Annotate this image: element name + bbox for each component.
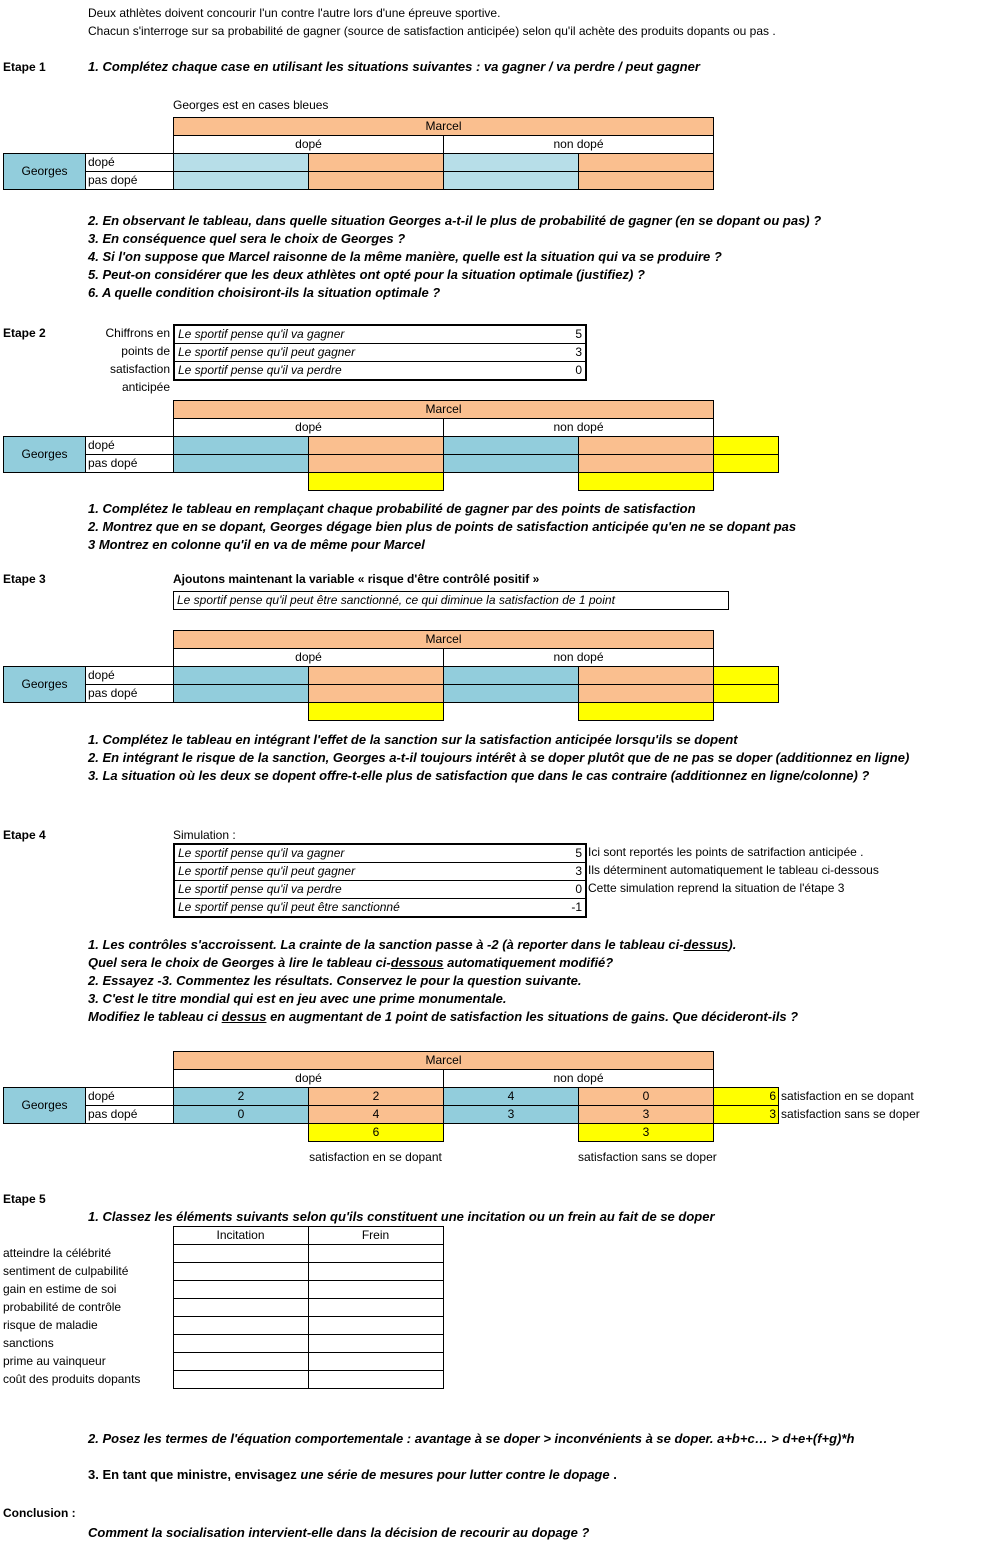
question-text: ). <box>728 937 737 952</box>
etape4-sim-box <box>173 843 587 918</box>
row-total-cell[interactable] <box>714 685 779 703</box>
marcel-dope-header: dopé <box>174 419 444 437</box>
etape5-table <box>3 1226 444 1389</box>
column-total-cell[interactable] <box>309 703 444 721</box>
etape5-question-1: 1. Classez les éléments suivants selon qu'ils constituent une incitation ou un frein au fait de se doper <box>88 1209 715 1224</box>
question-text: Quel sera le choix de Georges à lire le tableau ci- <box>88 955 391 970</box>
item-label: gain en estime de soi <box>3 1282 117 1296</box>
answer-cell[interactable] <box>174 437 309 455</box>
etape5-title: Etape 5 <box>3 1192 46 1206</box>
answer-cell[interactable] <box>173 1371 308 1389</box>
answer-cell[interactable] <box>579 667 714 685</box>
etape4-question-1b <box>88 954 613 972</box>
etape2-points-box <box>173 324 587 381</box>
etape4-sim-note-3: Cette simulation reprend la situation de l'étape 3 <box>588 881 845 895</box>
answer-cell[interactable] <box>174 685 309 703</box>
row-total-cell[interactable] <box>714 455 779 473</box>
etape4-question-1a <box>88 936 736 954</box>
etape3-title: Etape 3 <box>3 572 46 586</box>
etape2-note-line4: anticipée <box>121 380 170 394</box>
answer-cell[interactable] <box>308 1299 443 1317</box>
georges-dope-label: dopé <box>86 437 174 455</box>
spacer-cell <box>714 631 779 649</box>
etape2-question-3: 3 Montrez en colonne qu'il en va de même pour Marcel <box>88 537 425 552</box>
column-total-cell: 6 <box>309 1124 444 1142</box>
row-total-cell: 3 <box>714 1106 779 1124</box>
row-total-cell: 6 <box>714 1088 779 1106</box>
spacer-cell <box>4 1070 174 1088</box>
etape4-sim-title: Simulation : <box>173 828 236 842</box>
item-label: atteindre la célébrité <box>3 1246 112 1260</box>
etape5-question-3 <box>88 1466 617 1484</box>
etape4-question-4 <box>88 1008 798 1026</box>
spacer-cell <box>714 703 779 721</box>
answer-cell[interactable] <box>308 1245 443 1263</box>
spacer-cell <box>714 419 779 437</box>
etape4-question-2: 2. Essayez -3. Commentez les résultats. Conservez le pour la question suivante. <box>88 973 582 988</box>
spacer-cell <box>714 401 779 419</box>
points-item-value[interactable]: 5 <box>556 844 586 863</box>
answer-cell[interactable] <box>444 455 579 473</box>
item-label: sanctions <box>3 1336 54 1350</box>
answer-cell[interactable] <box>173 1299 308 1317</box>
etape3-question-1: 1. Complétez le tableau en intégrant l'effet de la sanction sur la satisfaction anticipée lorsqu'ils se dopent <box>88 732 738 747</box>
points-item-label: Le sportif pense qu'il va perdre <box>174 881 556 899</box>
column-total-cell[interactable] <box>579 473 714 491</box>
incitation-header: Incitation <box>173 1227 308 1245</box>
answer-cell[interactable] <box>444 667 579 685</box>
spacer-cell <box>4 118 174 136</box>
etape2-note-line2: points de <box>121 344 170 358</box>
spacer-cell <box>714 1070 779 1088</box>
answer-cell[interactable] <box>174 667 309 685</box>
spacer-cell <box>174 1124 309 1142</box>
marcel-dope-header: dopé <box>174 136 444 154</box>
answer-cell[interactable] <box>309 455 444 473</box>
answer-cell[interactable] <box>579 685 714 703</box>
answer-cell[interactable] <box>308 1371 443 1389</box>
etape5-question-2: 2. Posez les termes de l'équation comportementale : avantage à se doper > inconvénients à se doper. a+b+c… > d+e+(f+g)*h <box>88 1431 855 1446</box>
spacer-cell <box>444 1124 579 1142</box>
question-text-underlined: dessus <box>683 937 729 952</box>
etape3-question-2: 2. En intégrant le risque de la sanction, Georges a-t-il toujours intérêt à se doper plutôt que de ne pas se doper (additionnez en ligne) <box>88 750 910 765</box>
etape2-title: Etape 2 <box>3 326 46 340</box>
answer-cell[interactable] <box>174 172 309 190</box>
etape2-table <box>3 400 779 491</box>
spacer-cell <box>4 703 174 721</box>
row-total-cell[interactable] <box>714 667 779 685</box>
answer-cell[interactable] <box>309 685 444 703</box>
etape2-note-line3: satisfaction <box>109 362 170 376</box>
points-item-value[interactable]: 3 <box>556 344 586 362</box>
intro-line-1: Deux athlètes doivent concourir l'un contre l'autre lors d'une épreuve sportive. <box>88 6 501 20</box>
answer-cell[interactable] <box>579 437 714 455</box>
points-item-label: Le sportif pense qu'il peut être sanctionné <box>174 899 556 918</box>
marcel-dope-header: dopé <box>174 649 444 667</box>
row-total-cell[interactable] <box>714 437 779 455</box>
georges-header: Georges <box>4 154 86 190</box>
spacer-cell <box>4 401 174 419</box>
answer-cell[interactable] <box>308 1317 443 1335</box>
georges-header: Georges <box>4 437 86 473</box>
answer-cell[interactable] <box>173 1245 308 1263</box>
answer-cell[interactable] <box>309 154 444 172</box>
etape1-question-1: 1. Complétez chaque case en utilisant les situations suivantes : va gagner / va perdre / peut gagner <box>88 59 700 74</box>
answer-cell[interactable] <box>173 1317 308 1335</box>
answer-cell[interactable] <box>174 455 309 473</box>
question-text: en augmentant de 1 point de satisfaction les situations de gains. Que décideront-ils ? <box>266 1009 799 1024</box>
etape4-col-total-label-1: satisfaction en se dopant <box>309 1150 442 1164</box>
spacer-cell <box>444 473 579 491</box>
georges-dope-label: dopé <box>86 667 174 685</box>
conclusion-question: Comment la socialisation intervient-elle dans la décision de recourir au dopage ? <box>88 1525 590 1540</box>
etape2-question-1: 1. Complétez le tableau en remplaçant chaque probabilité de gagner par des points de satisfaction <box>88 501 696 516</box>
answer-cell[interactable] <box>309 172 444 190</box>
marcel-header: Marcel <box>174 118 714 136</box>
points-item-value[interactable]: 3 <box>556 863 586 881</box>
payoff-cell: 3 <box>579 1106 714 1124</box>
intro-line-2: Chacun s'interroge sur sa probabilité de gagner (source de satisfaction anticipée) selon qu'il achète des produits dopants ou pas . <box>88 24 776 38</box>
answer-cell[interactable] <box>444 154 579 172</box>
points-item-label: Le sportif pense qu'il va gagner <box>174 844 556 863</box>
spacer-cell <box>4 473 174 491</box>
etape4-table <box>3 1051 779 1142</box>
column-total-cell[interactable] <box>579 703 714 721</box>
etape1-question-5: 5. Peut-on considérer que les deux athlètes ont opté pour la situation optimale (justifiez) ? <box>88 267 645 282</box>
answer-cell[interactable] <box>309 437 444 455</box>
spacer-cell <box>714 473 779 491</box>
spacer-cell <box>174 703 309 721</box>
etape1-question-4: 4. Si l'on suppose que Marcel raisonne de la même manière, quelle est la situation qui va se produire ? <box>88 249 722 264</box>
answer-cell[interactable] <box>308 1281 443 1299</box>
payoff-cell: 4 <box>444 1088 579 1106</box>
points-item-value[interactable]: 0 <box>556 881 586 899</box>
etape4-row-total-label-2: satisfaction sans se doper <box>781 1107 920 1121</box>
answer-cell[interactable] <box>444 685 579 703</box>
conclusion-title: Conclusion : <box>3 1506 76 1520</box>
answer-cell[interactable] <box>579 172 714 190</box>
answer-cell[interactable] <box>444 437 579 455</box>
frein-header: Frein <box>308 1227 443 1245</box>
answer-cell[interactable] <box>444 172 579 190</box>
spacer-cell <box>4 649 174 667</box>
marcel-nondope-header: non dopé <box>444 1070 714 1088</box>
answer-cell[interactable] <box>579 455 714 473</box>
question-text: . <box>613 1467 617 1482</box>
georges-pasdope-label: pas dopé <box>86 685 174 703</box>
etape4-question-3: 3. C'est le titre mondial qui est en jeu avec une prime monumentale. <box>88 991 507 1006</box>
question-text: automatiquement modifié? <box>443 955 614 970</box>
etape1-question-6: 6. A quelle condition choisiront-ils la situation optimale ? <box>88 285 441 300</box>
answer-cell[interactable] <box>173 1335 308 1353</box>
etape4-title: Etape 4 <box>3 828 46 842</box>
item-label: coût des produits dopants <box>3 1372 141 1386</box>
points-item-value[interactable]: 0 <box>556 362 586 381</box>
georges-dope-label: dopé <box>86 154 174 172</box>
question-text: 3. En tant que ministre, envisagez <box>88 1467 301 1482</box>
answer-cell[interactable] <box>173 1353 308 1371</box>
payoff-cell: 2 <box>174 1088 309 1106</box>
answer-cell[interactable] <box>173 1263 308 1281</box>
georges-header: Georges <box>4 1088 86 1124</box>
etape1-note: Georges est en cases bleues <box>173 98 329 112</box>
etape3-heading: Ajoutons maintenant la variable « risque d'être contrôlé positif » <box>173 572 540 586</box>
marcel-header: Marcel <box>174 401 714 419</box>
georges-pasdope-label: pas dopé <box>86 455 174 473</box>
answer-cell[interactable] <box>173 1281 308 1299</box>
answer-cell[interactable] <box>308 1353 443 1371</box>
question-text-underlined: dessus <box>221 1009 267 1024</box>
spacer-cell <box>714 1124 779 1142</box>
points-item-value[interactable]: -1 <box>556 899 586 918</box>
spacer-cell <box>4 136 174 154</box>
etape4-sim-note-1: Ici sont reportés les points de satrifaction anticipée . <box>588 845 864 859</box>
spacer-cell <box>4 419 174 437</box>
answer-cell[interactable] <box>308 1263 443 1281</box>
etape4-row-total-label-1: satisfaction en se dopant <box>781 1089 914 1103</box>
column-total-cell: 3 <box>579 1124 714 1142</box>
etape3-question-3: 3. La situation où les deux se dopent offre-t-elle plus de satisfaction que dans le cas contraire (additionnez en ligne/colonne) ? <box>88 768 870 783</box>
etape1-question-2: 2. En observant le tableau, dans quelle situation Georges a-t-il le plus de probabilité de gagner (en se dopant ou pas) ? <box>88 213 822 228</box>
marcel-nondope-header: non dopé <box>444 649 714 667</box>
answer-cell[interactable] <box>174 154 309 172</box>
points-item-label: Le sportif pense qu'il va gagner <box>174 325 556 344</box>
spacer-cell <box>3 1227 173 1245</box>
marcel-nondope-header: non dopé <box>444 136 714 154</box>
georges-header: Georges <box>4 667 86 703</box>
points-item-label: Le sportif pense qu'il peut gagner <box>174 863 556 881</box>
payoff-cell: 2 <box>309 1088 444 1106</box>
spacer-cell <box>444 703 579 721</box>
question-text-italic: une série de mesures pour lutter contre le dopage <box>300 1467 614 1482</box>
georges-dope-label: dopé <box>86 1088 174 1106</box>
etape4-sim-note-2: Ils déterminent automatiquement le tableau ci-dessous <box>588 863 879 877</box>
answer-cell[interactable] <box>309 667 444 685</box>
marcel-nondope-header: non dopé <box>444 419 714 437</box>
payoff-cell: 0 <box>174 1106 309 1124</box>
marcel-header: Marcel <box>174 1052 714 1070</box>
etape2-question-2: 2. Montrez que en se dopant, Georges dégage bien plus de points de satisfaction anticipée qu'en ne se dopant pas <box>88 519 797 534</box>
points-item-value[interactable]: 5 <box>556 325 586 344</box>
column-total-cell[interactable] <box>309 473 444 491</box>
etape4-col-total-label-2: satisfaction sans se doper <box>578 1150 717 1164</box>
etape1-title: Etape 1 <box>3 60 46 74</box>
item-label: probabilité de contrôle <box>3 1300 122 1314</box>
question-text: Modifiez le tableau ci <box>88 1009 222 1024</box>
etape2-note-line1: Chiffrons en <box>105 326 170 340</box>
spacer-cell <box>4 1052 174 1070</box>
question-text-underlined: dessous <box>390 955 444 970</box>
marcel-dope-header: dopé <box>174 1070 444 1088</box>
georges-pasdope-label: pas dopé <box>86 172 174 190</box>
question-text: 1. Les contrôles s'accroissent. La crainte de la sanction passe à -2 (à reporter dans le tableau ci- <box>88 937 684 952</box>
etape1-question-3: 3. En conséquence quel sera le choix de Georges ? <box>88 231 406 246</box>
georges-pasdope-label: pas dopé <box>86 1106 174 1124</box>
item-label: prime au vainqueur <box>3 1354 106 1368</box>
payoff-cell: 3 <box>444 1106 579 1124</box>
etape3-table <box>3 630 779 721</box>
etape3-rule-box: Le sportif pense qu'il peut être sanctionné, ce qui diminue la satisfaction de 1 point <box>173 591 729 610</box>
spacer-cell <box>4 631 174 649</box>
spacer-cell <box>714 1052 779 1070</box>
spacer-cell <box>174 473 309 491</box>
spacer-cell <box>714 649 779 667</box>
points-item-label: Le sportif pense qu'il peut gagner <box>174 344 556 362</box>
marcel-header: Marcel <box>174 631 714 649</box>
answer-cell[interactable] <box>308 1335 443 1353</box>
answer-cell[interactable] <box>579 154 714 172</box>
etape1-table <box>3 117 714 190</box>
points-item-label: Le sportif pense qu'il va perdre <box>174 362 556 381</box>
spacer-cell <box>4 1124 174 1142</box>
item-label: sentiment de culpabilité <box>3 1264 129 1278</box>
payoff-cell: 0 <box>579 1088 714 1106</box>
payoff-cell: 4 <box>309 1106 444 1124</box>
item-label: risque de maladie <box>3 1318 98 1332</box>
